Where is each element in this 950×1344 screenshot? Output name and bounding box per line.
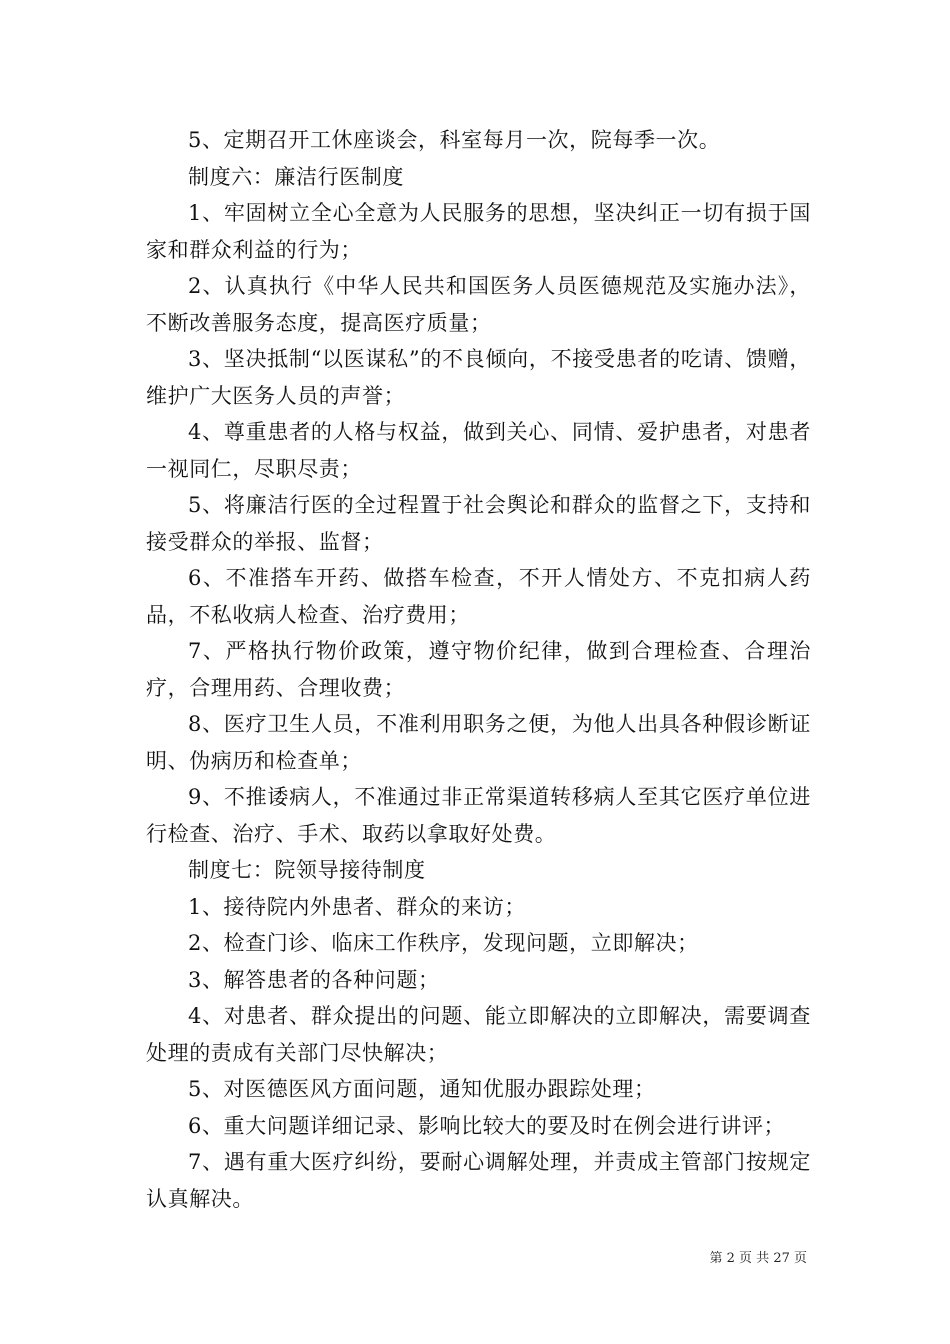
paragraph: 1、牢固树立全心全意为人民服务的思想，坚决纠正一切有损于国家和群众利益的行为； — [146, 201, 811, 262]
paragraph: 3、解答患者的各种问题； — [188, 967, 440, 992]
paragraph: 4、对患者、群众提出的问题、能立即解决的立即解决，需要调查处理的责成有关部门尽快解决； — [146, 1004, 811, 1065]
paragraph: 2、检查门诊、临床工作秩序，发现问题，立即解决； — [188, 931, 699, 955]
paragraph: 9、不推诿病人，不准通过非正常渠道转移病人至其它医疗单位进行检查、治疗、手术、取药以拿取好处费。 — [146, 785, 811, 846]
section-heading: 制度七：院领导接待制度 — [188, 858, 426, 882]
paragraph: 5、定期召开工休座谈会，科室每月一次，院每季一次。 — [188, 128, 721, 152]
paragraph: 1、接待院内外患者、群众的来访； — [188, 894, 526, 919]
paragraph: 5、将廉洁行医的全过程置于社会舆论和群众的监督之下，支持和接受群众的举报、监督； — [146, 493, 811, 554]
document-body — [146, 122, 811, 1217]
paragraph: 3、坚决抵制“以医谋私”的不良倾向，不接受患者的吃请、馈赠，维护广大医务人员的声誉； — [146, 347, 811, 408]
paragraph: 7、严格执行物价政策，遵守物价纪律，做到合理检查、合理治疗，合理用药、合理收费； — [146, 639, 811, 700]
paragraph: 7、遇有重大医疗纠纷，要耐心调解处理，并责成主管部门按规定认真解决。 — [146, 1150, 811, 1211]
paragraph: 5、对医德医风方面问题，通知优服办跟踪处理； — [188, 1077, 656, 1101]
section-heading: 制度六：廉洁行医制度 — [188, 164, 404, 189]
page-number: 第 2 页 共 27 页 — [709, 1251, 807, 1266]
paragraph: 6、不准搭车开药、做搭车检查，不开人情处方、不克扣病人药品，不私收病人检查、治疗费用； — [146, 566, 811, 627]
paragraph: 8、医疗卫生人员，不准利用职务之便，为他人出具各种假诊断证明、伪病历和检查单； — [146, 712, 811, 773]
paragraph: 4、尊重患者的人格与权益，做到关心、同情、爱护患者，对患者一视同仁，尽职尽责； — [146, 420, 811, 481]
paragraph: 6、重大问题详细记录、影响比较大的要及时在例会进行讲评； — [188, 1113, 786, 1138]
paragraph: 2、认真执行《中华人民共和国医务人员医德规范及实施办法》，不断改善服务态度，提高医疗质量； — [146, 274, 811, 335]
